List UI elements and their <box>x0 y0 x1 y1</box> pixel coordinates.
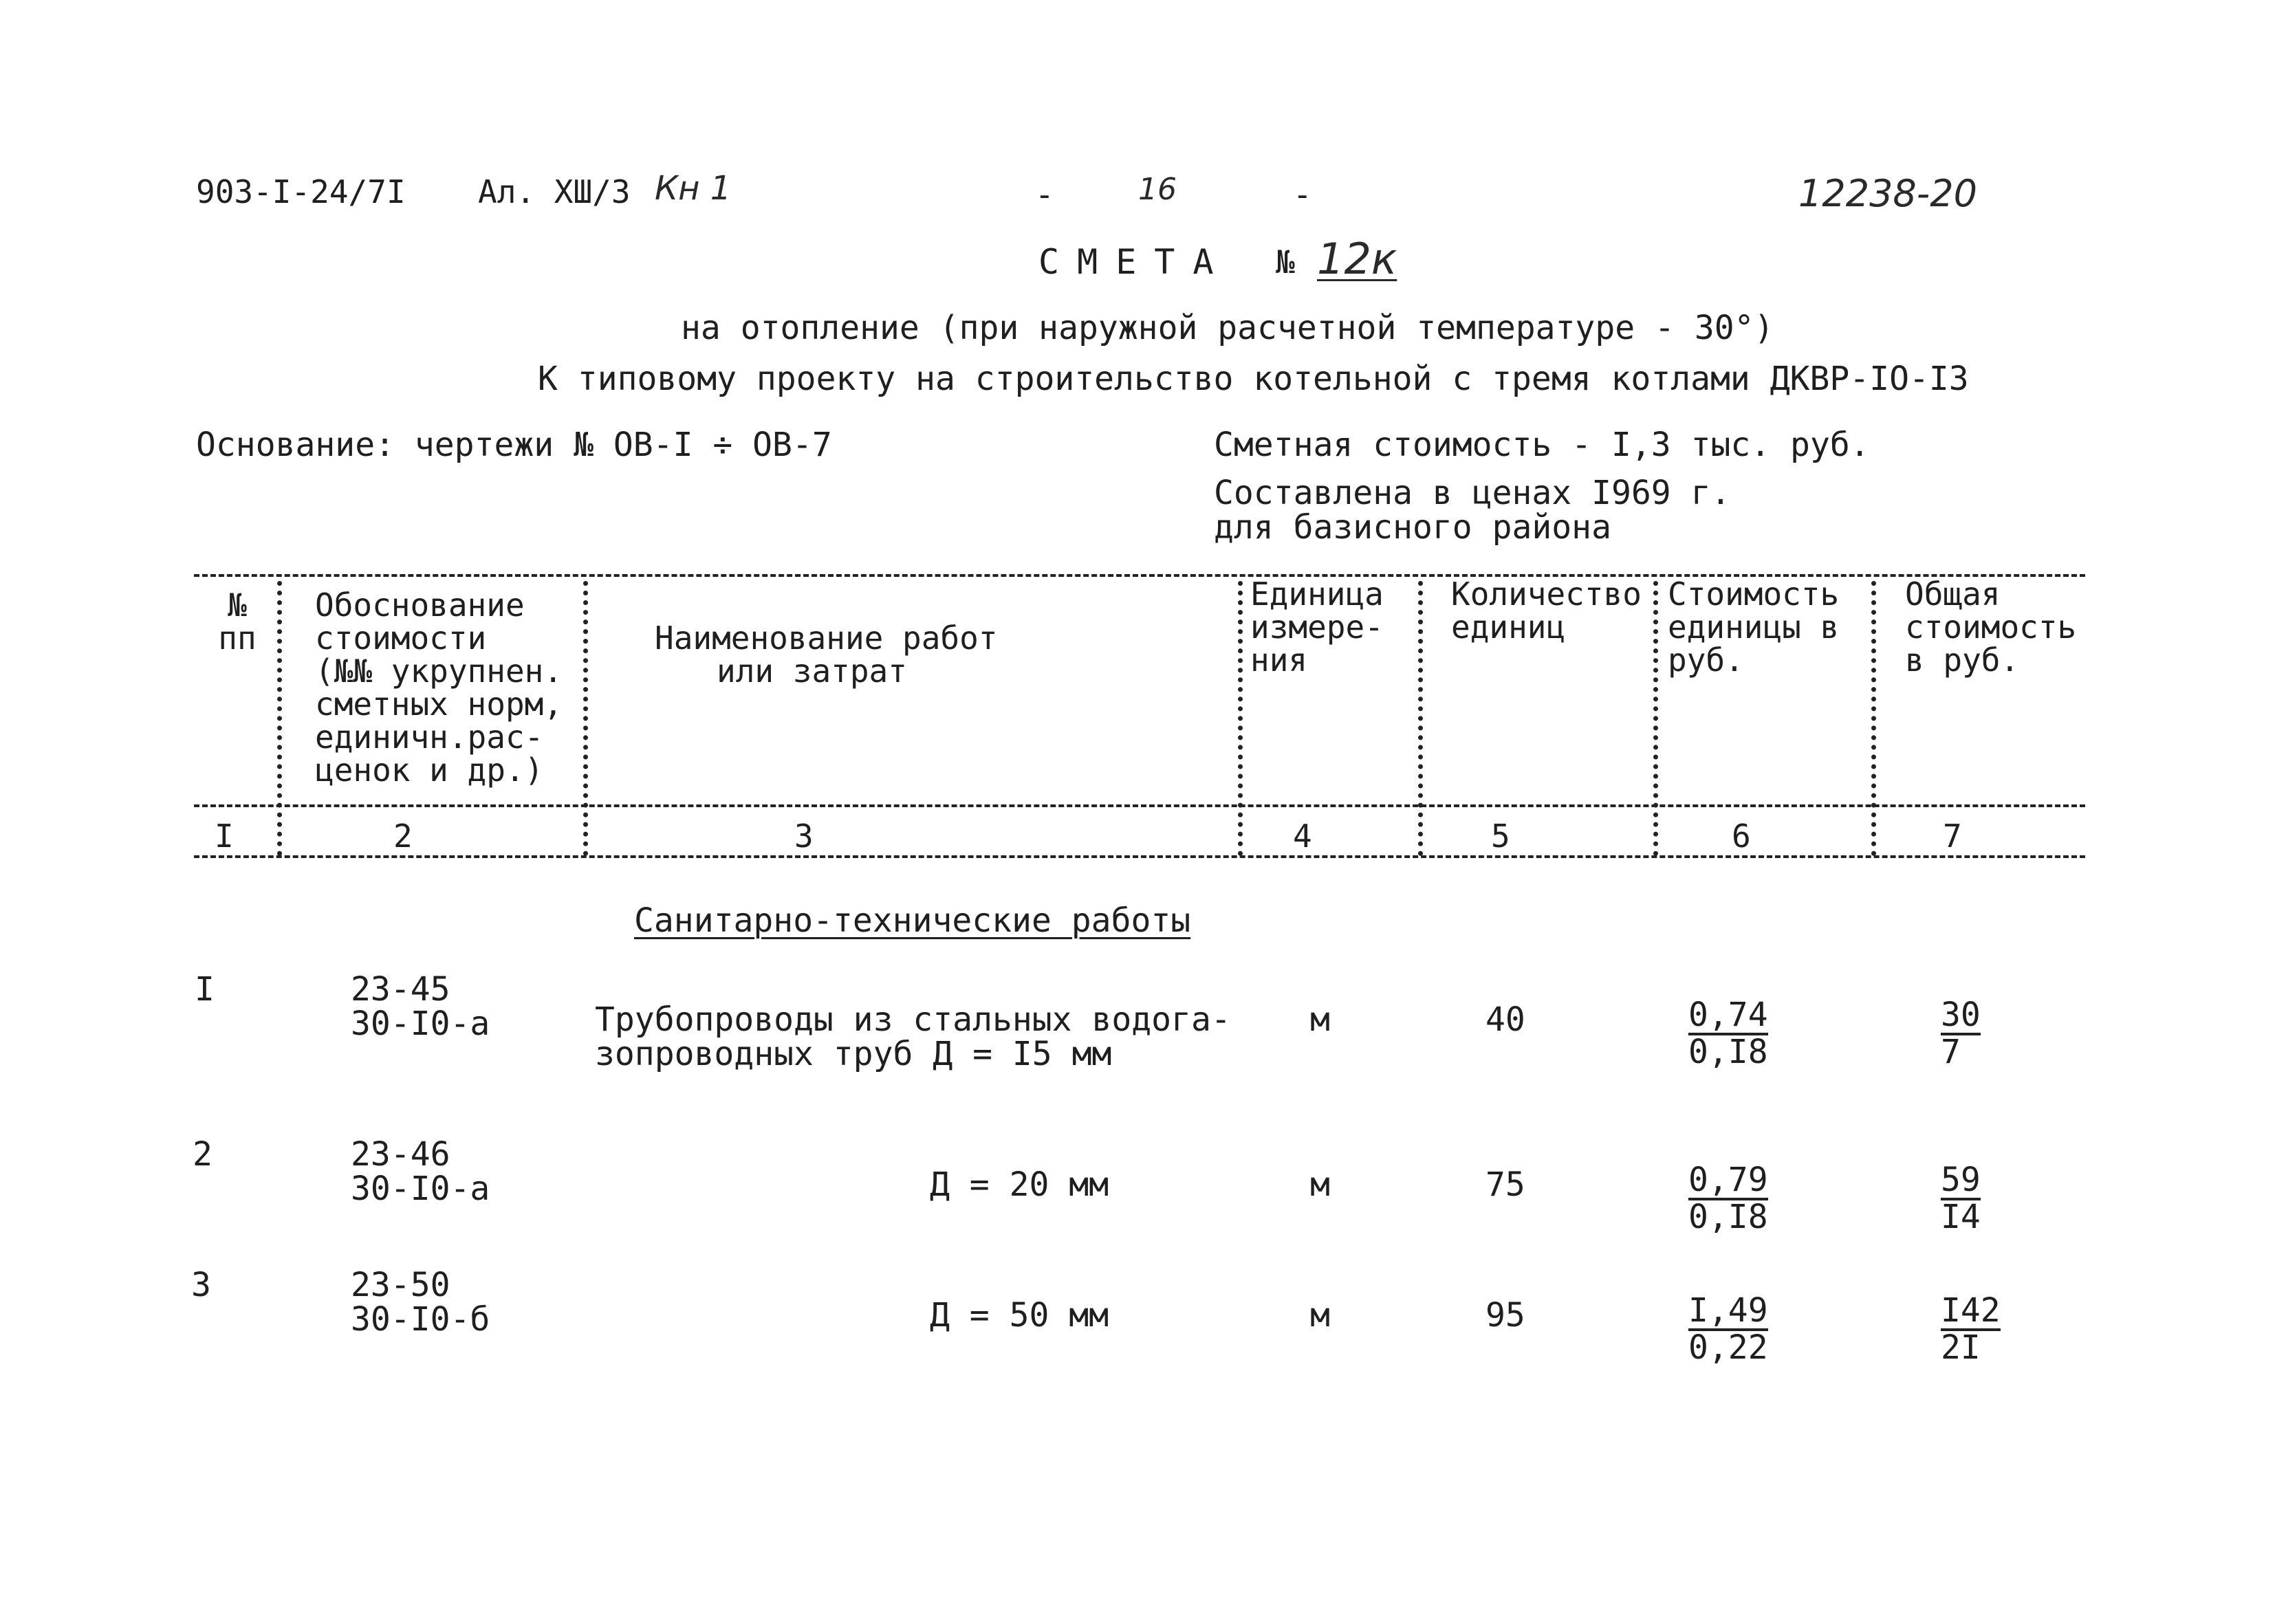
column-separator <box>583 581 588 856</box>
row-name: Д = 50 мм <box>930 1296 1109 1335</box>
column-number: 6 <box>1732 818 1751 855</box>
row-unit: м <box>1310 1165 1330 1204</box>
basis-drawings: Основание: чертежи № ОВ-I ÷ ОВ-7 <box>196 426 832 464</box>
column-number: I <box>215 818 234 855</box>
row-quantity: 95 <box>1485 1296 1525 1335</box>
row-number: 2 <box>193 1135 213 1174</box>
row-unit-cost: $\frac{I,49}{0,22}$ <box>1688 1291 1768 1367</box>
column-number: 7 <box>1943 818 1962 855</box>
row-name: Трубопроводы из стальных водога- зопроводных труб Д = I5 мм <box>595 1000 1231 1073</box>
column-separator <box>277 581 282 856</box>
column-number: 4 <box>1293 818 1312 855</box>
header-col-basis: Обоснование стоимости (№№ укрупнен. сметных норм, единичн.рас- ценок и др.) <box>315 586 563 789</box>
row-number: 3 <box>191 1266 211 1304</box>
album-number: Ал. ХШ/3 <box>478 173 631 210</box>
row-total-cost: $\frac{30}{7}$ <box>1941 996 1981 1071</box>
row-name: Д = 20 мм <box>930 1165 1109 1204</box>
page-dash-left: - <box>1035 176 1054 213</box>
estimate-number-handwritten: 12к <box>1317 234 1397 284</box>
row-basis: 23-46 30-I0-а <box>351 1135 490 1208</box>
price-basis-line-1: Составлена в ценах I969 г. <box>1214 474 1731 512</box>
page-number: 16 <box>1138 172 1177 207</box>
subtitle-line-2: К типовому проекту на строительство котельной с тремя котлами ДКВР-IO-I3 <box>538 360 1969 398</box>
table-header-rule <box>194 804 2085 807</box>
row-unit-cost: $\frac{0,79}{0,I8}$ <box>1688 1161 1768 1236</box>
estimated-cost: Сметная стоимость - I,3 тыс. руб. <box>1214 426 1870 464</box>
header-col-name: Наименование работ или затрат <box>655 619 998 690</box>
book-number-handwritten: Кн 1 <box>655 169 732 208</box>
header-col-total: Общая стоимость в руб. <box>1905 575 2077 679</box>
price-basis-line-2: для базисного района <box>1214 508 1611 547</box>
column-number: 2 <box>393 818 413 855</box>
column-number: 5 <box>1491 818 1510 855</box>
column-separator <box>1418 581 1423 856</box>
number-sign: № <box>1276 243 1295 281</box>
row-unit: м <box>1310 1000 1330 1039</box>
row-basis: 23-45 30-I0-а <box>351 970 490 1043</box>
archive-number: 12238-20 <box>1798 172 1977 215</box>
row-total-cost: $\frac{59}{I4}$ <box>1941 1161 1981 1236</box>
column-separator <box>1653 581 1658 856</box>
section-title: Санитарно-технические работы <box>634 901 1191 940</box>
row-number: I <box>195 970 215 1009</box>
page-dash-right: - <box>1293 176 1312 213</box>
column-numbers-rule <box>194 855 2085 858</box>
row-total-cost: $\frac{I42}{2I}$ <box>1941 1291 2001 1367</box>
column-separator <box>1238 581 1243 856</box>
title-word: СМЕТА <box>1038 242 1232 282</box>
row-quantity: 75 <box>1485 1165 1525 1204</box>
doc-code: 903-I-24/7I <box>196 173 406 210</box>
row-unit-cost: $\frac{0,74}{0,I8}$ <box>1688 996 1768 1071</box>
row-quantity: 40 <box>1485 1000 1525 1039</box>
column-separator <box>1871 581 1876 856</box>
subtitle-line-1: на отопление (при наружной расчетной температуре - 30°) <box>681 309 1774 347</box>
header-col-no: № пп <box>218 586 257 657</box>
row-basis: 23-50 30-I0-б <box>351 1266 490 1339</box>
header-col-qty: Количество единиц <box>1451 575 1642 646</box>
column-number: 3 <box>794 818 814 855</box>
header-col-unit: Единица измере- ния <box>1250 575 1384 679</box>
header-col-unit-cost: Стоимость единицы в руб. <box>1668 575 1840 679</box>
row-unit: м <box>1310 1296 1330 1335</box>
